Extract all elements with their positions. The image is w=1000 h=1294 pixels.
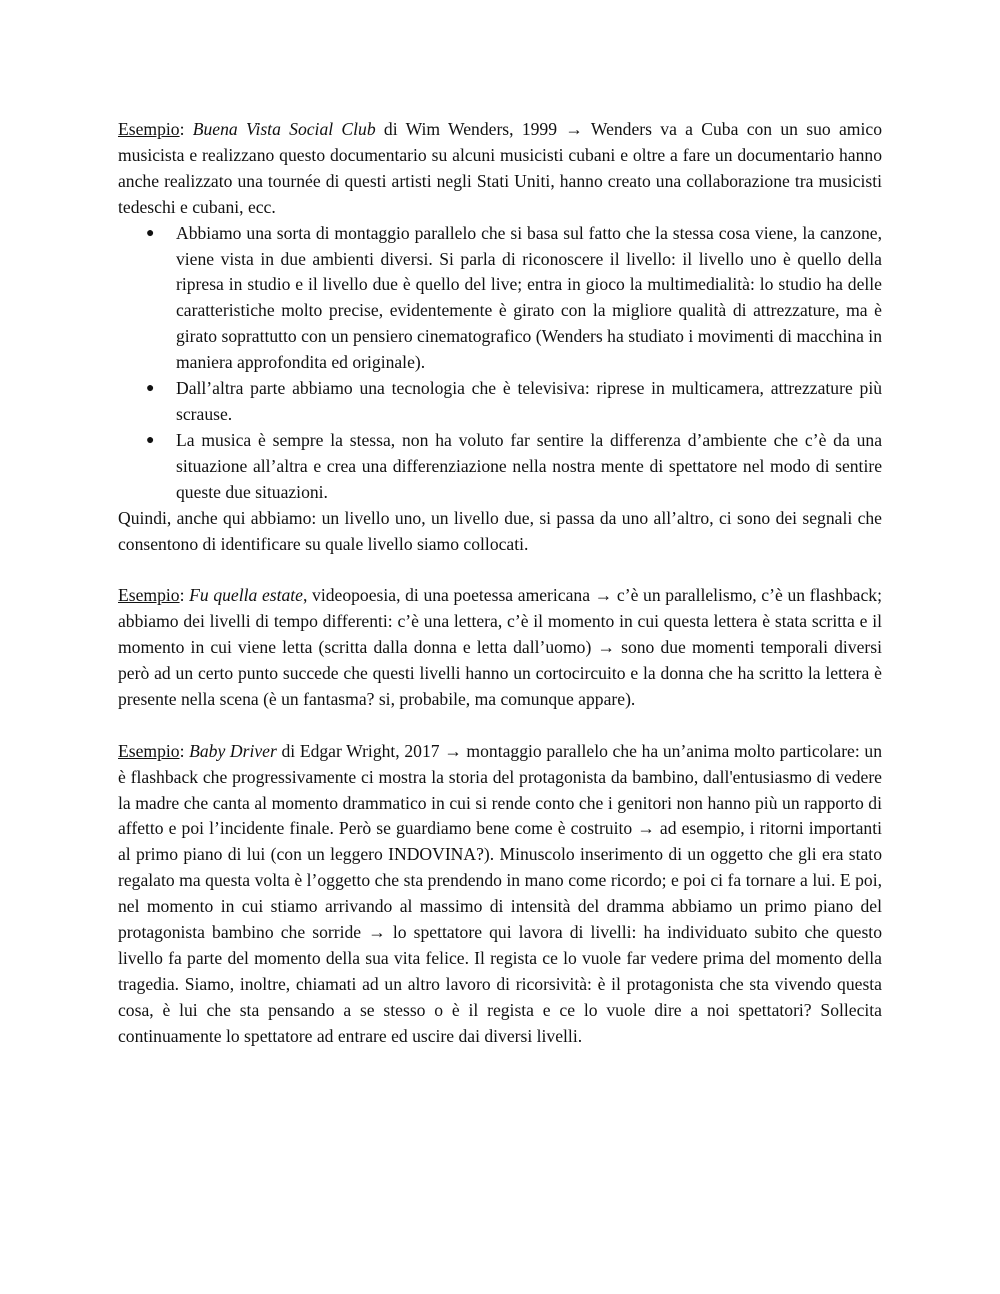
paragraph-text: , videopoesia, di una poetessa americana → c’è un parallelismo, c’è un flashback; abbiamo dei livelli di tempo differenti: c’è una lettera, c’è il momento in cui questa lettera è stata scritta e il momento in cui viene letta (scritta dalla donna e letta dall’uomo) → sono due momenti temporali diversi però ad un certo punto succede che questi livelli hanno un cortocircuito e la donna che ha scritto la lettera è presente nella scena (è un fantasma? si, probabile, ma comunque appare). [118, 585, 882, 709]
list-item-text: Abbiamo una sorta di montaggio parallelo che si basa sul fatto che la stessa cosa viene, la canzone, viene vista in due ambienti diversi. Si parla di riconoscere il livello: il livello uno è quello della ripresa in studio e il livello due è quello del live; entra in gioco la multimedialità: lo studio ha delle caratteristiche molto precise, evidentemente è girato con la migliore qualità di attrezzature, ma è girato soprattutto con un pensiero cinematografico (Wenders ha studiato i movimenti di macchina in maniera approfondita ed originale). [176, 222, 882, 373]
example-colon: : [179, 119, 185, 139]
paragraph-fu-quella-estate [118, 583, 882, 713]
bullet-icon: ● [146, 225, 155, 241]
paragraph-baby-driver [118, 739, 882, 1050]
paragraph-closing: Quindi, anche qui abbiamo: un livello uno, un livello due, si passa da uno all’altro, ci sono dei segnali che consentono di identificare su quale livello siamo collocati. [118, 507, 882, 554]
film-title: Baby Driver [189, 740, 277, 761]
blank-line [118, 557, 882, 583]
example-label: Esempio [118, 119, 180, 139]
list-item-text: La musica è sempre la stessa, non ha voluto far sentire la differenza d’ambiente che c’è da una situazione all’altra e crea una differenziazione nella nostra mente di spettatore nel modo di sentire queste due situazioni. [176, 429, 882, 502]
paragraph-buena-vista [118, 117, 882, 221]
film-title: Buena Vista Social Club [192, 119, 376, 139]
film-title: Fu quella estate [189, 585, 303, 606]
document-page [118, 117, 882, 1050]
paragraph-text: di Wim Wenders, 1999 → Wenders va a Cuba con un suo amico musicista e realizzano questo documentario su alcuni musicisti cubani e oltre a fare un documentario hanno anche realizzato una tournée di questi artisti negli Stati Uniti, hanno creato una collaborazione tra musicisti tedeschi e cubani, ecc. [118, 119, 882, 217]
list-item [146, 221, 882, 376]
list-item [146, 428, 882, 506]
paragraph-text: di Edgar Wright, 2017 → montaggio parallelo che ha un’anima molto particolare: un è flashback che progressivamente ci mostra la storia del protagonista da bambino, dall'entusiasmo di vedere la madre che canta al momento drammatico in cui si rende conto che i genitori non hanno più un rapporto di affetto e poi l’incidente finale. Però se guardiamo bene come è costruito → ad esempio, i ritorni importanti al primo piano di lui (con un leggero INDOVINA?). Minuscolo inserimento di un oggetto che gli era stato regalato ma questa volta è l’oggetto che sta prendendo in mano come ricordo; e poi ci fa tornare a lui. E poi, nel momento in cui stiamo arrivando al massimo di intensità del dramma abbiamo un primo piano del protagonista bambino che sorride → lo spettatore qui lavora di livelli: ha individuato subito che questo livello fa parte del momento della sua vita felice. Il regista ce lo vuole far vedere prima del momento della tragedia. Siamo, inoltre, chiamati ad un altro lavoro di ricorsività: è il protagonista che sta vivendo questa cosa, è lui che sta pensando a se stesso o è il regista e ce lo vuole dire a noi spettatori? Sollecita continuamente lo spettatore ad entrare ed uscire dai diversi livelli. [118, 740, 882, 1046]
example-colon: : [179, 740, 190, 761]
list-item [146, 376, 882, 428]
list-item-text: Dall’altra parte abbiamo una tecnologia che è televisiva: riprese in multicamera, attrezzature più scrause. [176, 378, 882, 424]
bullet-icon: ● [146, 432, 155, 448]
example-colon: : [179, 585, 190, 606]
blank-line [118, 713, 882, 739]
bullet-list [118, 221, 882, 506]
example-label: Esempio [118, 740, 180, 761]
bullet-icon: ● [146, 381, 155, 397]
example-label: Esempio [118, 585, 180, 606]
